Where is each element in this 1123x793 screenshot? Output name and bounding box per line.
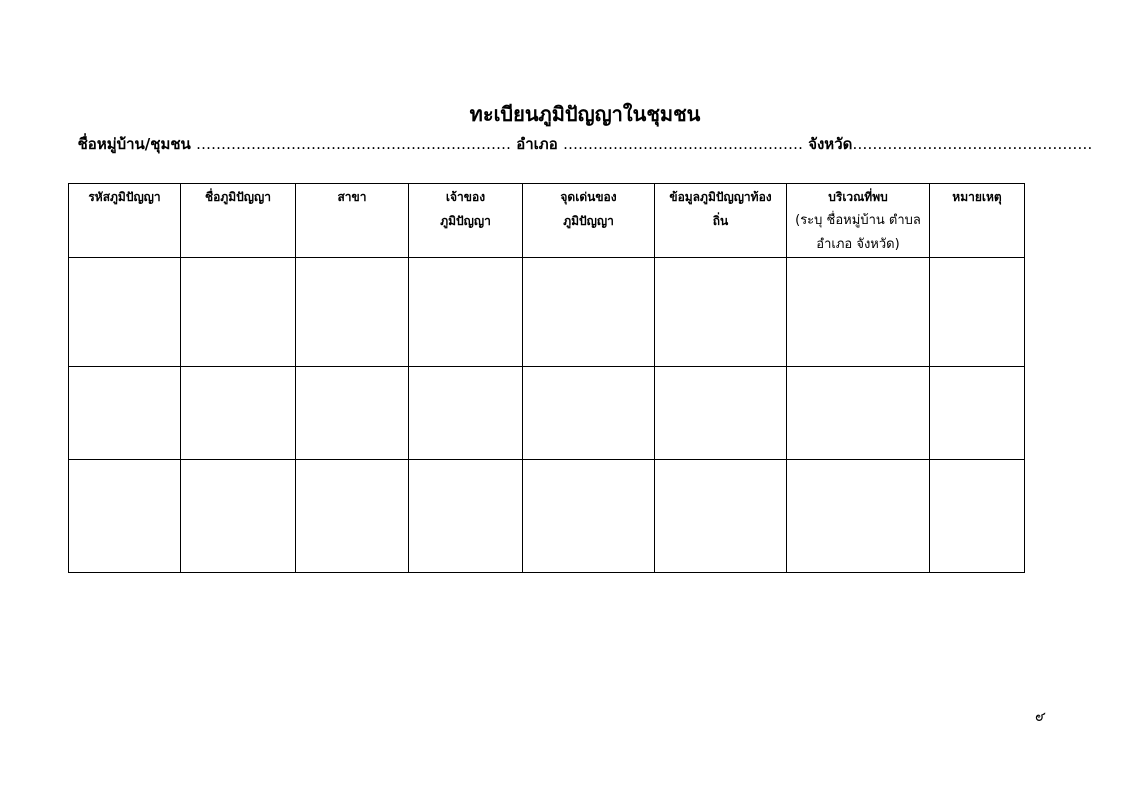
table-cell[interactable] bbox=[655, 367, 787, 460]
table-row bbox=[69, 460, 1025, 573]
wisdom-register-table bbox=[68, 183, 1025, 573]
province-label: จังหวัด bbox=[808, 135, 853, 153]
table-cell[interactable] bbox=[523, 258, 655, 367]
header-remarks bbox=[930, 184, 1025, 258]
table-cell[interactable] bbox=[787, 460, 930, 573]
table-cell[interactable] bbox=[930, 258, 1025, 367]
table-cell[interactable] bbox=[787, 258, 930, 367]
table-row bbox=[69, 258, 1025, 367]
table-cell[interactable] bbox=[523, 367, 655, 460]
header-label: บริเวณที่พบ bbox=[828, 190, 888, 204]
header-branch bbox=[296, 184, 409, 258]
table-cell[interactable] bbox=[69, 258, 181, 367]
header-label: ชื่อภูมิปัญญา bbox=[205, 190, 271, 204]
table-cell[interactable] bbox=[181, 460, 296, 573]
district-label: อำเภอ bbox=[516, 135, 558, 153]
page-title: ทะเบียนภูมิปัญญาในชุมชน bbox=[469, 102, 701, 126]
header-label: จุดเด่นของภูมิปัญญา bbox=[560, 190, 617, 228]
header-wisdom-code bbox=[69, 184, 181, 258]
header-local-wisdom-info bbox=[655, 184, 787, 258]
table-cell[interactable] bbox=[69, 367, 181, 460]
header-wisdom-highlight bbox=[523, 184, 655, 258]
table-header-row bbox=[69, 184, 1025, 258]
header-label: หมายเหตุ bbox=[952, 190, 1002, 204]
table-cell[interactable] bbox=[930, 367, 1025, 460]
header-label: เจ้าของภูมิปัญญา bbox=[440, 190, 491, 228]
table-cell[interactable] bbox=[181, 367, 296, 460]
header-label: รหัสภูมิปัญญา bbox=[88, 190, 161, 204]
table-cell[interactable] bbox=[296, 367, 409, 460]
table-cell[interactable] bbox=[523, 460, 655, 573]
header-wisdom-name bbox=[181, 184, 296, 258]
header-wisdom-owner bbox=[409, 184, 523, 258]
table-cell[interactable] bbox=[409, 460, 523, 573]
table-cell[interactable] bbox=[655, 258, 787, 367]
district-fill-line[interactable]: ………………………………………… bbox=[562, 135, 803, 153]
village-fill-line[interactable]: ……………………………………………………… bbox=[196, 135, 512, 153]
table-cell[interactable] bbox=[409, 367, 523, 460]
table-cell[interactable] bbox=[296, 460, 409, 573]
header-sublabel: (ระบุ ชื่อหมู่บ้าน ตำบล อำเภอ จังหวัด) bbox=[795, 213, 921, 252]
village-label: ชื่อหมู่บ้าน/ชุมชน bbox=[77, 135, 191, 153]
table-cell[interactable] bbox=[296, 258, 409, 367]
header-label: สาขา bbox=[337, 190, 367, 204]
form-header-line bbox=[0, 132, 1123, 156]
table-cell[interactable] bbox=[930, 460, 1025, 573]
table-cell[interactable] bbox=[181, 258, 296, 367]
table-cell[interactable] bbox=[655, 460, 787, 573]
table-cell[interactable] bbox=[69, 460, 181, 573]
table-row bbox=[69, 367, 1025, 460]
province-fill-line[interactable]: ………………………………………… bbox=[852, 135, 1093, 153]
table-cell[interactable] bbox=[409, 258, 523, 367]
header-label: ข้อมูลภูมิปัญญาท้องถิ่น bbox=[669, 190, 772, 228]
table-cell[interactable] bbox=[787, 367, 930, 460]
page-number: ๖ bbox=[1032, 712, 1050, 722]
header-location-found bbox=[787, 184, 930, 258]
